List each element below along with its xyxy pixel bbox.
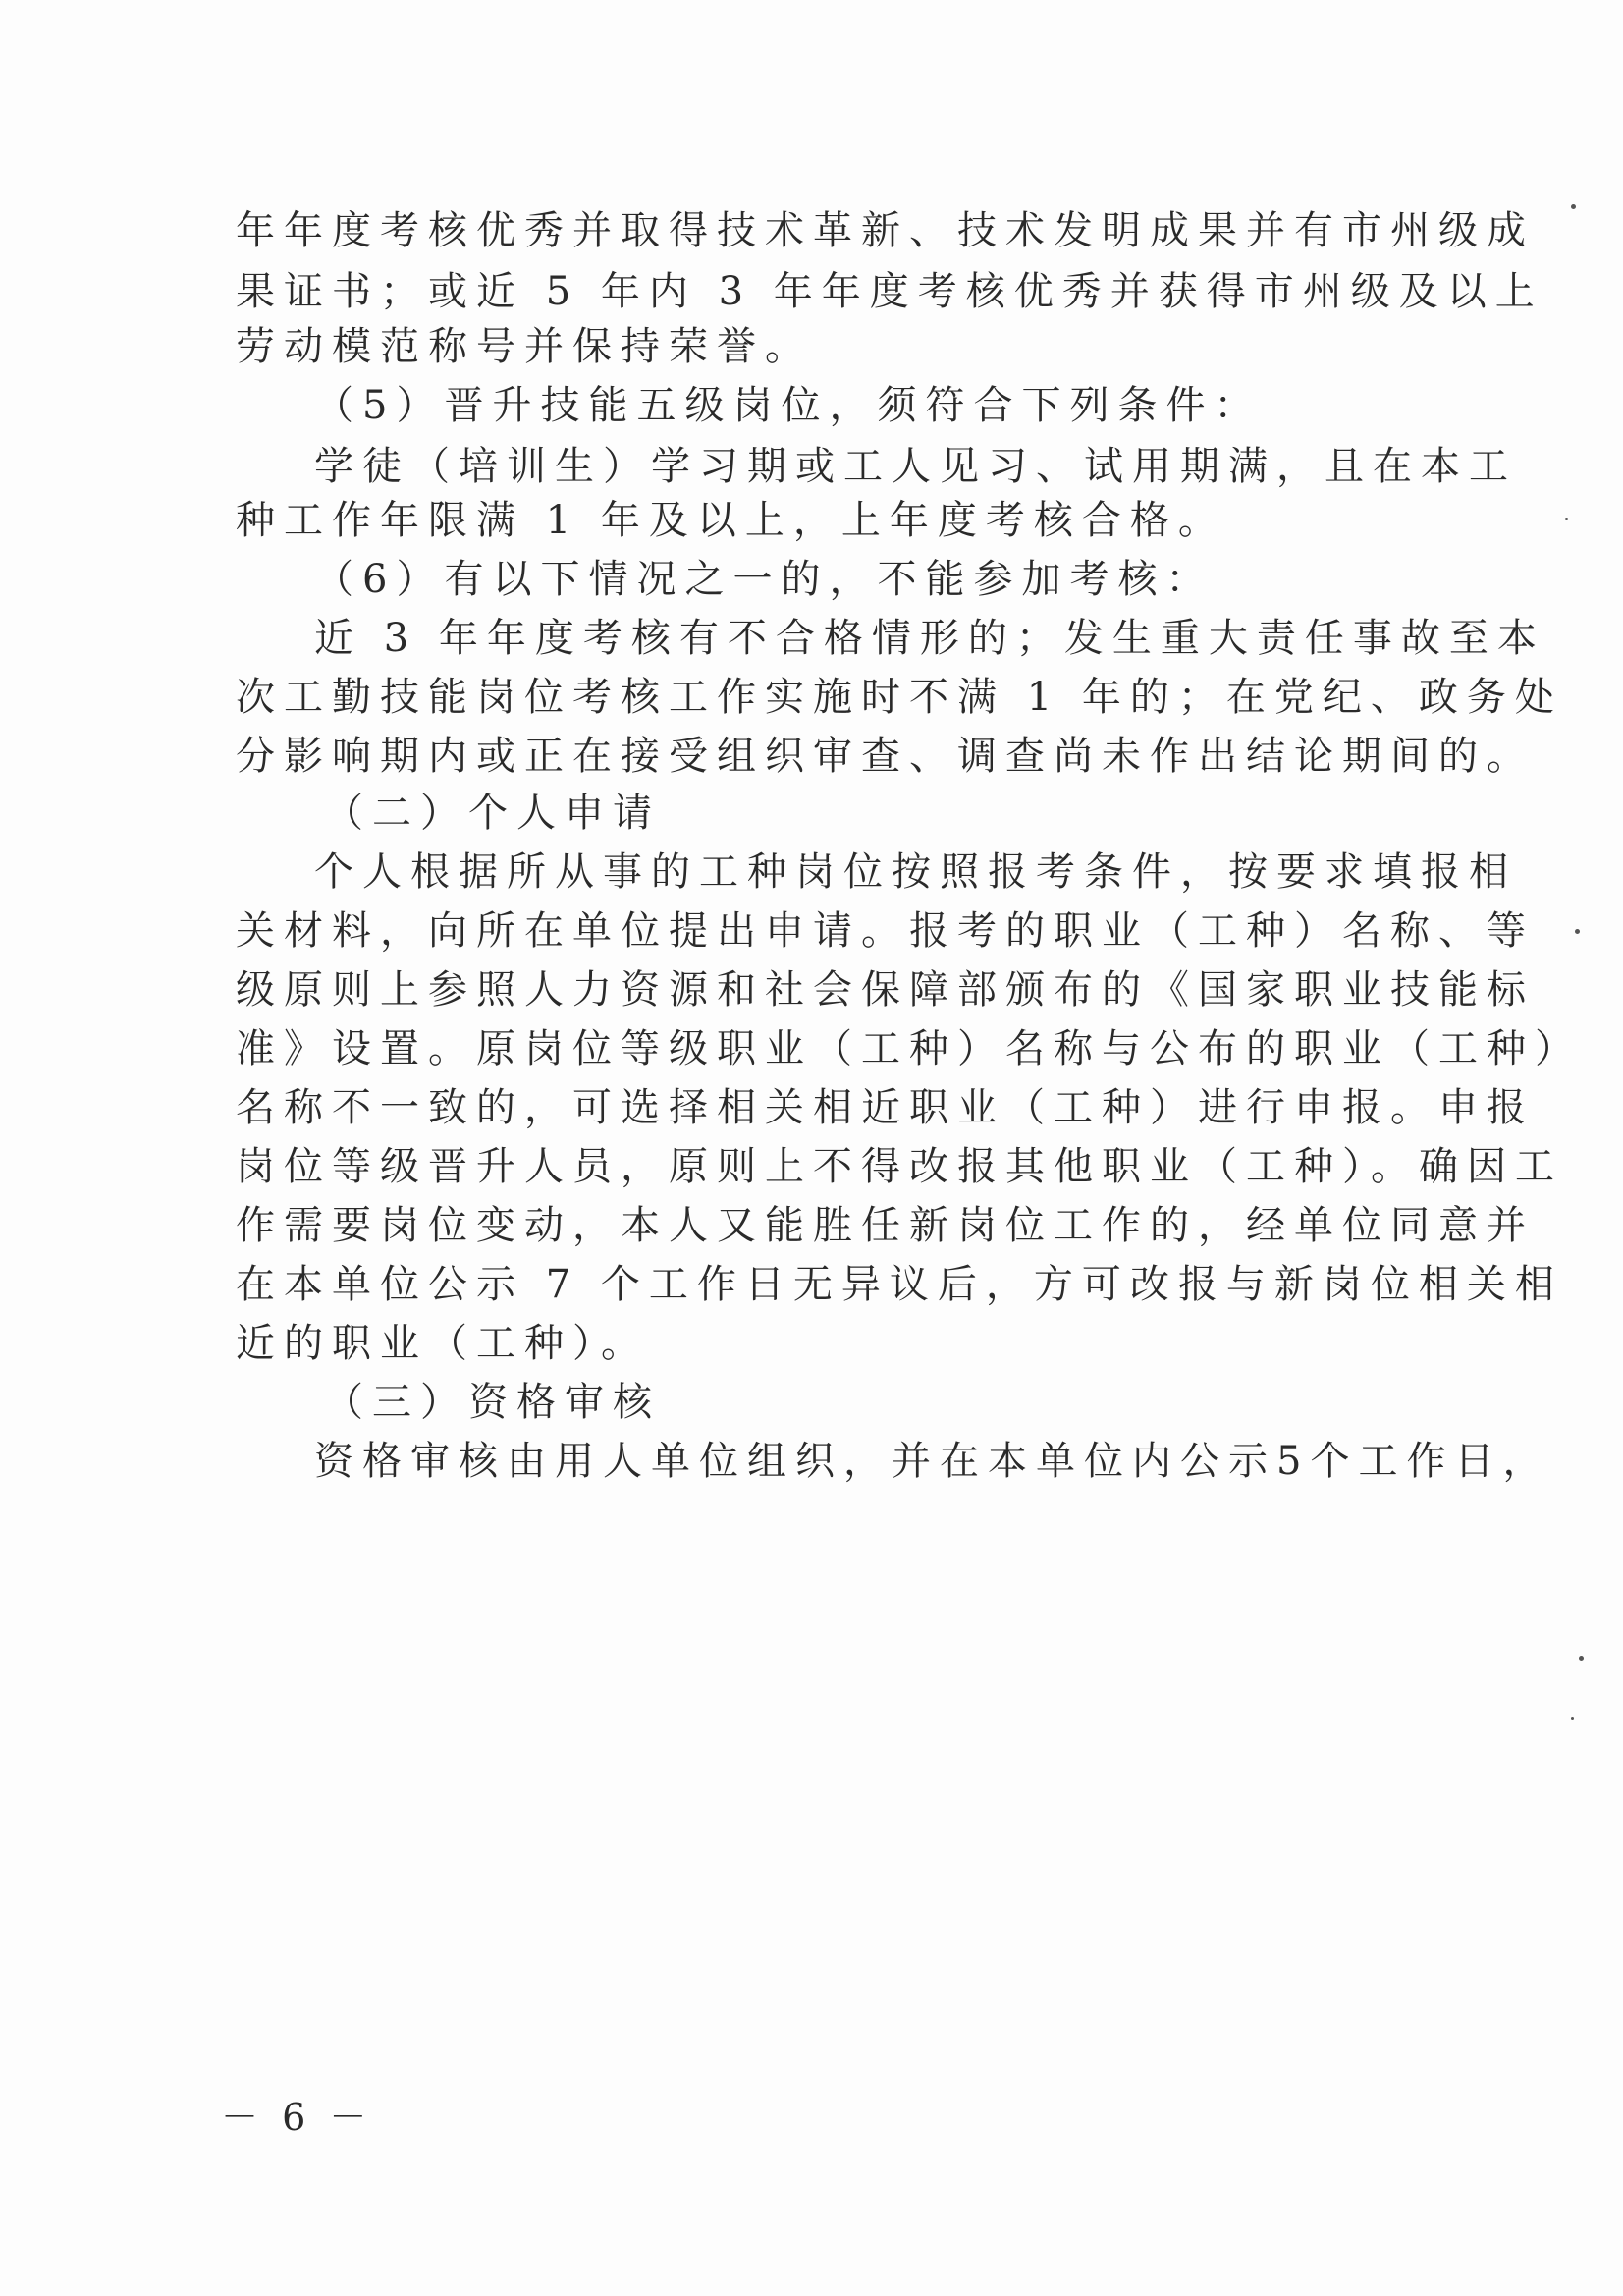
body-line-22: 资格审核由用人单位组织，并在本单位内公示5个工作日， [314,1439,1551,1484]
section-heading-personal-application: （二）个人申请 [324,791,661,836]
scan-speck [1565,518,1568,520]
body-line-9: 次工勤技能岗位考核工作实施时不满 1 年的；在党纪、政务处 [236,675,1563,720]
scan-speck [1571,1717,1574,1720]
body-line-19: 在本单位公示 7 个工作日无异议后，方可改报与新岗位相关相 [236,1262,1563,1307]
scan-speck [1579,1656,1584,1661]
body-line-1: 年年度考核优秀并取得技术革新、技术发明成果并有市州级成 [236,208,1535,253]
scan-speck [1571,204,1576,209]
body-line-10: 分影响期内或正在接受组织审查、调查尚未作出结论期间的。 [236,734,1535,779]
body-line-2: 果证书；或近 5 年内 3 年年度考核优秀并获得市州级及以上 [236,269,1543,314]
body-line-12: 个人根据所从事的工种岗位按照报考条件，按要求填报相 [314,849,1517,895]
section-heading-qualification-review: （三）资格审核 [324,1380,661,1425]
scan-speck [1575,929,1580,934]
clause-6-title: （6）有以下情况之一的，不能参加考核： [314,557,1215,602]
page-number: － 6 － [221,2096,373,2139]
body-line-18: 作需要岗位变动，本人又能胜任新岗位工作的，经单位同意并 [236,1203,1535,1248]
body-line-3: 劳动模范称号并保持荣誉。 [236,324,813,369]
body-line-20: 近的职业（工种）。 [236,1321,649,1366]
body-line-15: 准》设置。原岗位等级职业（工种）名称与公布的职业（工种） [236,1026,1583,1071]
body-line-16: 名称不一致的，可选择相关相近职业（工种）进行申报。申报 [236,1085,1535,1130]
body-line-13: 关材料，向所在单位提出申请。报考的职业（工种）名称、等 [236,908,1535,954]
body-line-5: 学徒（培训生）学习期或工人见习、试用期满，且在本工 [314,444,1517,489]
body-line-8: 近 3 年年度考核有不合格情形的；发生重大责任事故至本 [314,616,1545,661]
body-line-17: 岗位等级晋升人员，原则上不得改报其他职业（工种）。确因工 [236,1144,1563,1189]
body-line-14: 级原则上参照人力资源和社会保障部颁布的《国家职业技能标 [236,967,1535,1012]
body-line-6: 种工作年限满 1 年及以上，上年度考核合格。 [236,498,1226,543]
clause-5-title: （5）晋升技能五级岗位，须符合下列条件： [314,383,1263,428]
